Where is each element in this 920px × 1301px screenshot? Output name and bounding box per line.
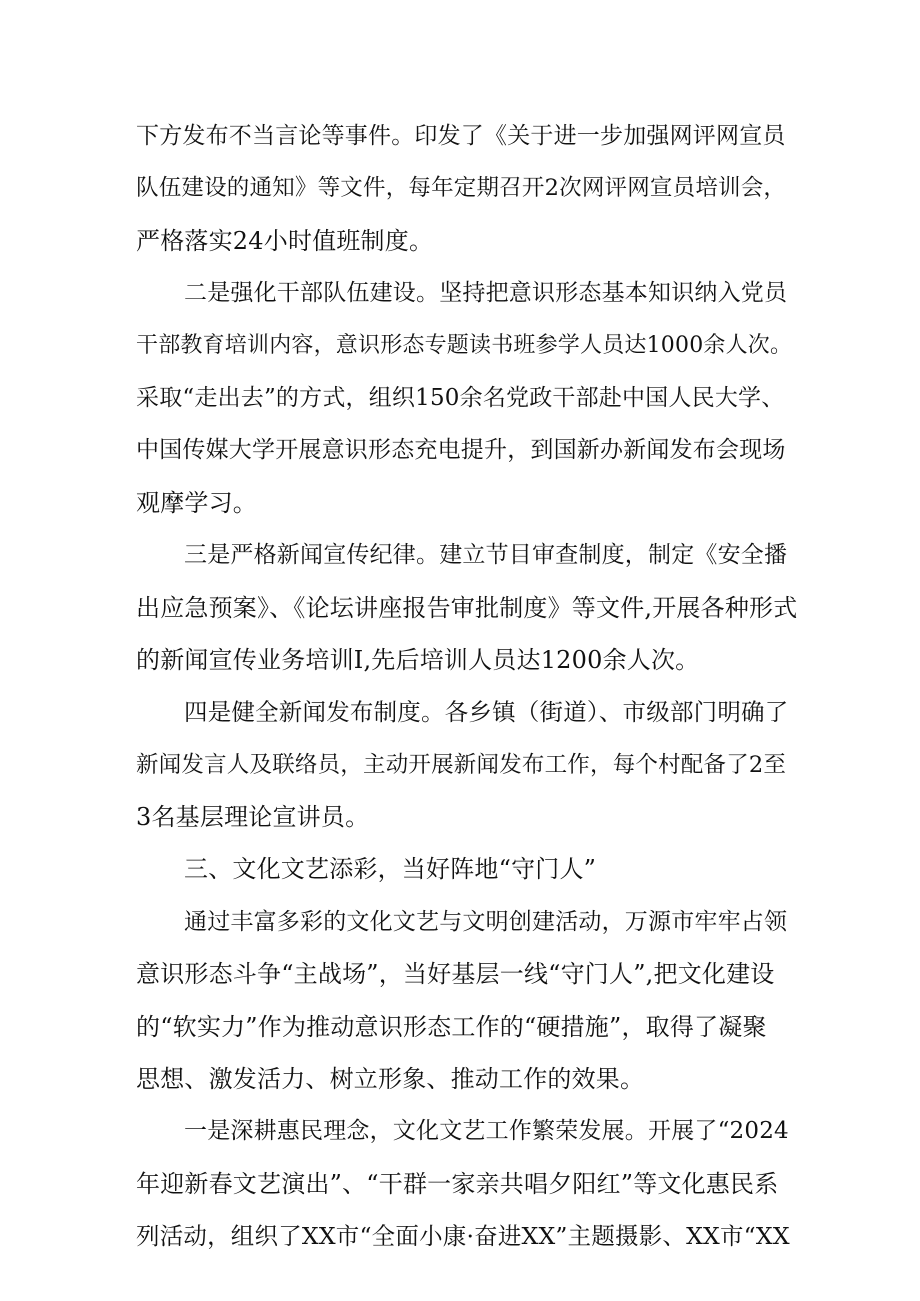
text-line: 二是强化干部队伍建设。坚持把意识形态基本知识纳入党员 [184, 280, 788, 307]
text-line: 通过丰富多彩的文化文艺与文明创建活动，万源市牢牢占领 [184, 908, 788, 935]
text-line: 列活动，组织了XX市“全面小康·奋进XX”主题摄影、XX市“XX [136, 1222, 790, 1251]
text-line: 严格落实24小时值班制度。 [136, 226, 434, 255]
text-line: 三是严格新闻宣传纪律。建立节目审查制度，制定《安全播 [184, 542, 788, 569]
text-line: 的新闻宣传业务培训I,先后培训人员达1200余人次。 [136, 645, 700, 674]
document-body [136, 110, 796, 1263]
text-line: 的“软实力”作为推动意识形态工作的“硬措施”，取得了凝聚 [136, 1012, 767, 1041]
text-line: 思想、激发活力、树立形象、推动工作的效果。 [136, 1065, 645, 1094]
text-line: 中国传媒大学开展意识形态充电提升，到国新办新闻发布会现场 [136, 437, 786, 464]
text-line: 出应急预案》、《论坛讲座报告审批制度》等文件,开展各种形式 [136, 593, 798, 622]
text-line: 新闻发言人及联络员，主动开展新闻发布工作，每个村配备了2至 [136, 751, 787, 778]
text-line: 队伍建设的通知》等文件，每年定期召开2次网评网宣员培训会， [136, 175, 787, 202]
text-line: 四是健全新闻发布制度。各乡镇（街道）、市级部门明确了 [184, 698, 789, 727]
text-line: 采取“走出去”的方式，组织150余名党政干部赴中国人民大学、 [136, 384, 785, 411]
text-line: 3名基层理论宣讲员。 [136, 803, 370, 832]
text-line: 年迎新春文艺演出”、“干群一家亲共唱夕阳红”等文化惠民系 [136, 1169, 779, 1198]
text-line: 意识形态斗争“主战场”，当好基层一线“守门人”,把文化建设 [136, 960, 775, 989]
text-line: 观摩学习。 [136, 488, 257, 517]
text-line: 干部教育培训内容，意识形态专题读书班参学人员达1000余人次。 [136, 332, 793, 358]
text-line: 下方发布不当言论等事件。印发了《关于进一步加强网评网宣员 [136, 123, 786, 149]
text-line: 一是深耕惠民理念，文化文艺工作繁荣发展。开展了“2024 [184, 1118, 789, 1145]
text-line: 三、文化文艺添彩，当好阵地“守门人” [184, 855, 597, 884]
